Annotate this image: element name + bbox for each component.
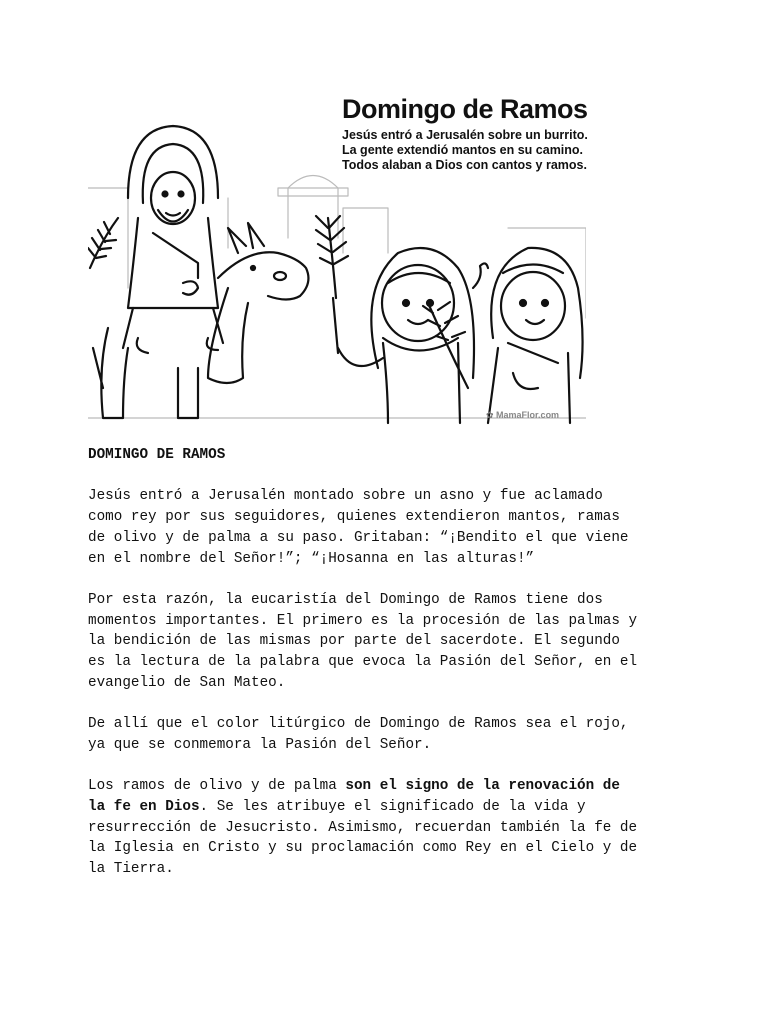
text-line: evangelio de San Mateo. [88, 674, 286, 691]
text-bold: la fe en Dios [88, 798, 200, 815]
text-line: es la lectura de la palabra que evoca la Pasión del Señor, en el [88, 654, 638, 670]
caption-line: Jesús entró a Jerusalén sobre un burrito. [342, 128, 588, 142]
donkey-figure [93, 223, 308, 418]
text-line: De allí que el color litúrgico de Domingo de Ramos sea el rojo, [88, 716, 629, 733]
text-line: la bendición de las mismas por parte del sacerdote. El segundo [88, 633, 620, 650]
paragraph-4 [88, 776, 708, 880]
document-heading: DOMINGO DE RAMOS [88, 447, 226, 463]
text-line: ya que se conmemora la Pasión del Señor. [88, 736, 432, 753]
caption-line: La gente extendió mantos en su camino. [342, 143, 584, 157]
document-body [88, 445, 708, 900]
logo-icon: ✿ [486, 410, 497, 420]
text-bold: son el signo de la renovación de [345, 778, 620, 795]
paragraph-3 [88, 714, 708, 755]
text-line: la Tierra. [88, 861, 174, 877]
illustration-title: Domingo de Ramos [342, 94, 588, 124]
text-plain: Los ramos de olivo y de palma [88, 778, 346, 795]
text-line: en el nombre del Señor!”; “¡Hosanna en las alturas!” [88, 550, 535, 567]
text-line: Jesús entró a Jerusalén montado sobre un asno y fue aclamado [88, 488, 603, 505]
palm-sunday-illustration [88, 88, 586, 434]
text-line [88, 797, 708, 818]
caption-line: Todos alaban a Dios con cantos y ramos. [342, 158, 587, 172]
text-line: la Iglesia en Cristo y su proclamación como Rey en el Cielo y de [88, 840, 638, 857]
mamaflor-logo [486, 410, 559, 421]
text-line: Por esta razón, la eucaristía del Domingo de Ramos tiene dos [88, 591, 603, 608]
boy-figure [488, 248, 583, 423]
text-line: momentos importantes. El primero es la procesión de las palmas y [88, 612, 638, 629]
jesus-figure [123, 126, 223, 353]
text-line: como rey por sus seguidores, quienes extendieron mantos, ramas [88, 509, 620, 526]
girl-figure [316, 216, 488, 423]
text-line: resurrección de Jesucristo. Asimismo, recuerdan también la fe de [88, 819, 638, 836]
text-plain: . Se les atribuye el significado de la vida y [199, 798, 586, 815]
paragraph-2 [88, 590, 708, 694]
palm-leaf-left [88, 218, 118, 268]
illustration-caption [342, 128, 588, 173]
paragraph-1 [88, 486, 708, 569]
text-line: de olivo y de palma a su paso. Gritaban: “¡Bendito el que viene [88, 529, 629, 546]
city-background [88, 176, 586, 419]
logo-text: MamaFlor.com [496, 410, 560, 420]
text-line [88, 776, 708, 797]
